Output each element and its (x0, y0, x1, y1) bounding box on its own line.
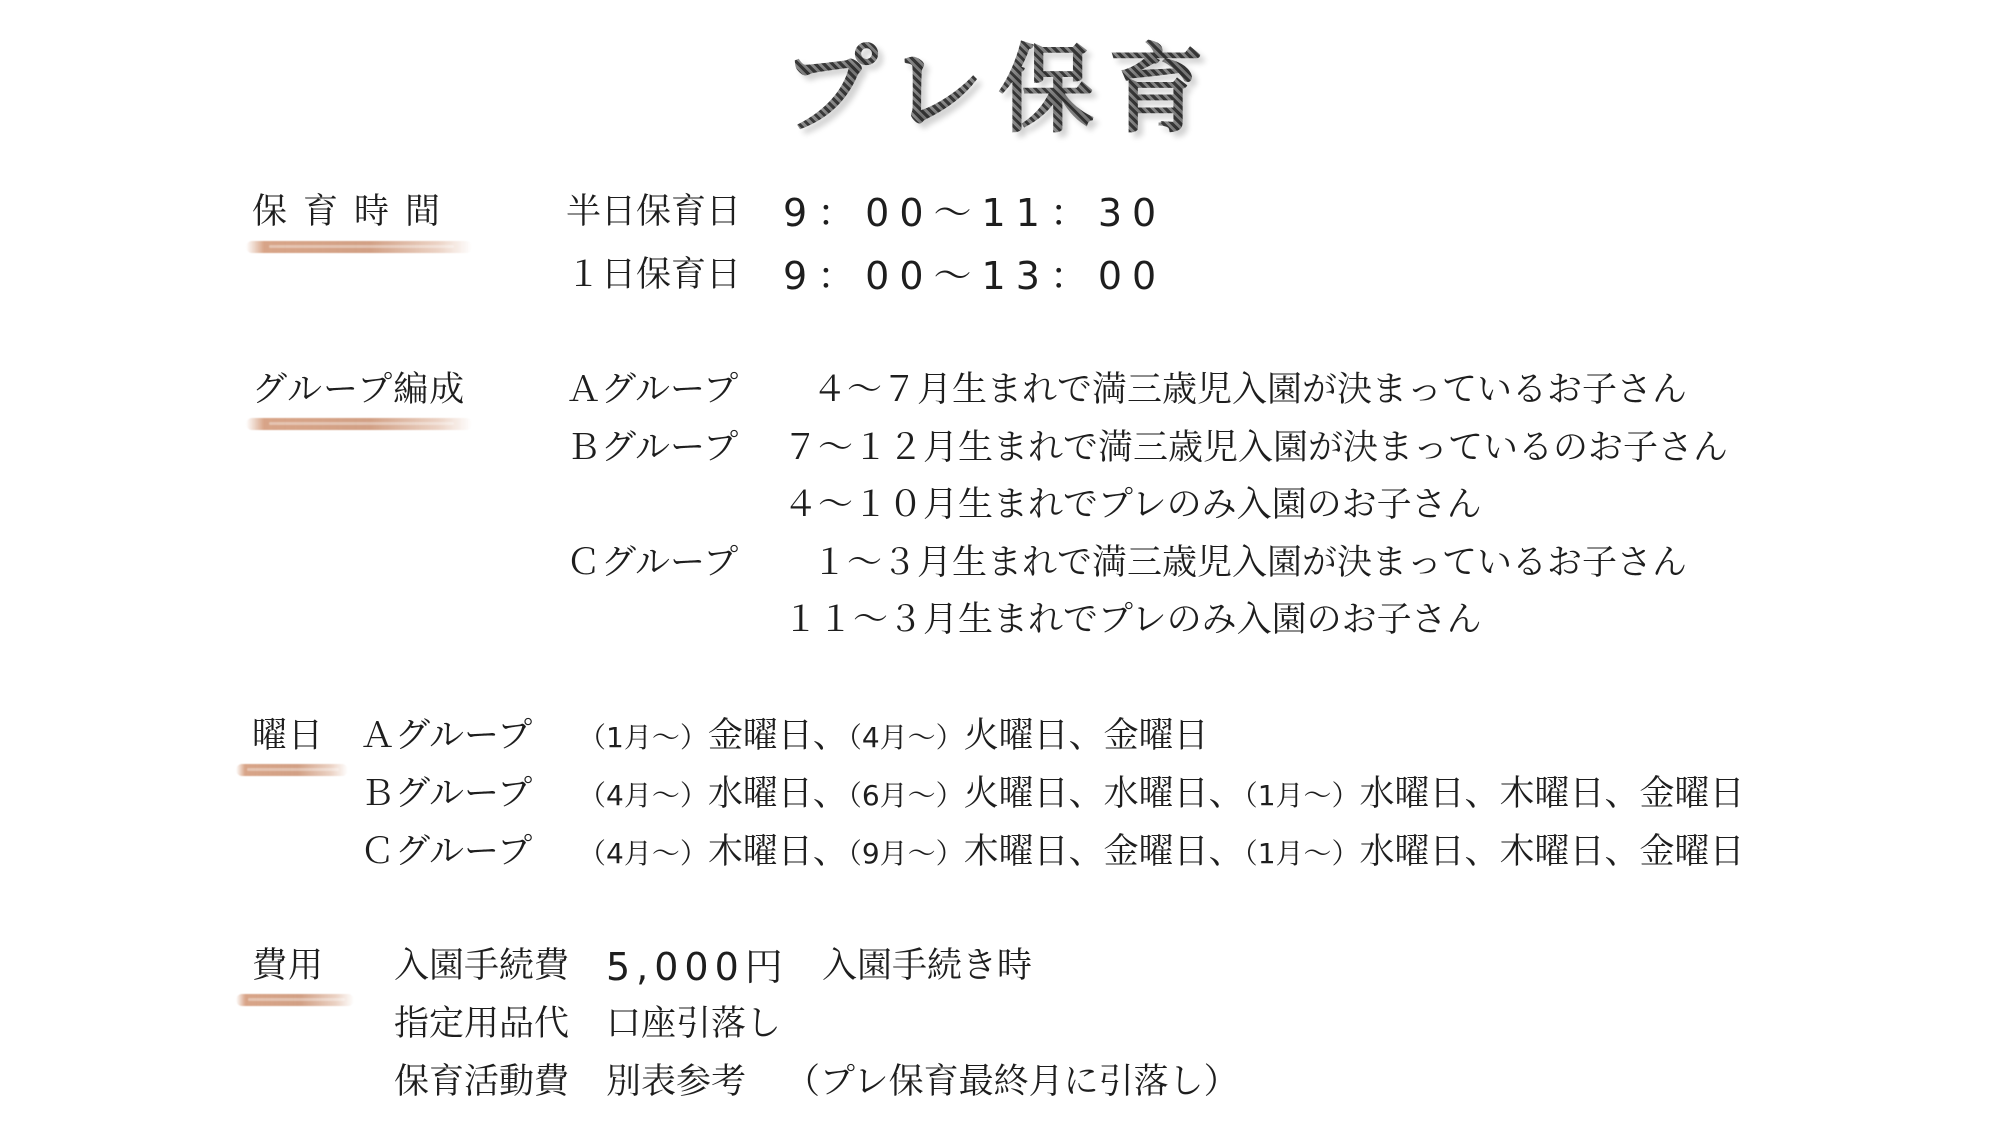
start-month: （1月～） (1243, 837, 1360, 870)
hours-row-time: 9：00～11：30 (783, 191, 1167, 235)
days-group-name: Ｂグループ (360, 774, 533, 814)
fee-item: 指定用品代 (394, 1004, 570, 1044)
fees-section-label: 費用 (252, 946, 325, 986)
weekday-list: 水曜日、木曜日、金曜日 (1359, 774, 1745, 814)
fee-note: 入園手続き時 (822, 946, 1033, 986)
weekday-list: 火曜日、金曜日 (963, 716, 1209, 756)
groups-brush-underline (246, 418, 472, 430)
start-month: （9月～） (847, 837, 964, 870)
group-description: ４～１０月生まれでプレのみ入園のお子さん (783, 485, 1482, 525)
weekday-list: 水曜日、木曜日、金曜日 (1359, 832, 1745, 872)
weekday-list: 火曜日、水曜日、 (963, 774, 1244, 814)
days-schedule (578, 708, 1209, 758)
start-month: （1月～） (578, 721, 708, 754)
fees-brush-underline (236, 994, 354, 1006)
groups-section-label: グループ編成 (252, 370, 466, 410)
days-schedule (578, 766, 1745, 816)
group-name: Ｂグループ (566, 428, 739, 468)
page-title: プレ保育 (0, 30, 2000, 150)
days-section-label: 曜日 (252, 716, 325, 756)
group-name: Ａグループ (566, 370, 739, 410)
hours-brush-underline (246, 241, 472, 253)
start-month: （6月～） (847, 779, 964, 812)
hours-row-time: 9：00～13：00 (783, 254, 1167, 298)
start-month: （1月～） (1243, 779, 1360, 812)
group-description: ４～７月生まれで満三歳児入園が決まっているお子さん (812, 370, 1688, 410)
weekday-list: 金曜日、 (707, 716, 848, 756)
days-group-name: Ａグループ (360, 716, 533, 756)
start-month: （4月～） (847, 721, 964, 754)
fee-value: 5,000円 (606, 945, 789, 989)
fee-item: 保育活動費 (394, 1062, 570, 1102)
start-month: （4月～） (578, 779, 708, 812)
weekday-list: 水曜日、 (707, 774, 848, 814)
weekday-list: 木曜日、 (707, 832, 848, 872)
fee-item: 入園手続費 (394, 946, 570, 986)
fee-value: 別表参考 (606, 1062, 747, 1102)
group-name: Ｃグループ (566, 543, 739, 583)
hours-row-name: 半日保育日 (566, 192, 742, 232)
days-group-name: Ｃグループ (360, 832, 533, 872)
fee-value: 口座引落し (606, 1004, 782, 1044)
group-description: １１～３月生まれでプレのみ入園のお子さん (783, 600, 1482, 640)
days-brush-underline (236, 764, 348, 776)
group-description: ７～１２月生まれで満三歳児入園が決まっているのお子さん (783, 428, 1729, 468)
hours-row-name: １日保育日 (566, 255, 742, 295)
fee-note: （プレ保育最終月に引落し） (785, 1062, 1239, 1102)
group-description: １～３月生まれで満三歳児入園が決まっているお子さん (812, 543, 1688, 583)
days-schedule (578, 824, 1745, 874)
hours-section-label: 保育時間 (252, 192, 457, 232)
weekday-list: 木曜日、金曜日、 (963, 832, 1244, 872)
start-month: （4月～） (578, 837, 708, 870)
